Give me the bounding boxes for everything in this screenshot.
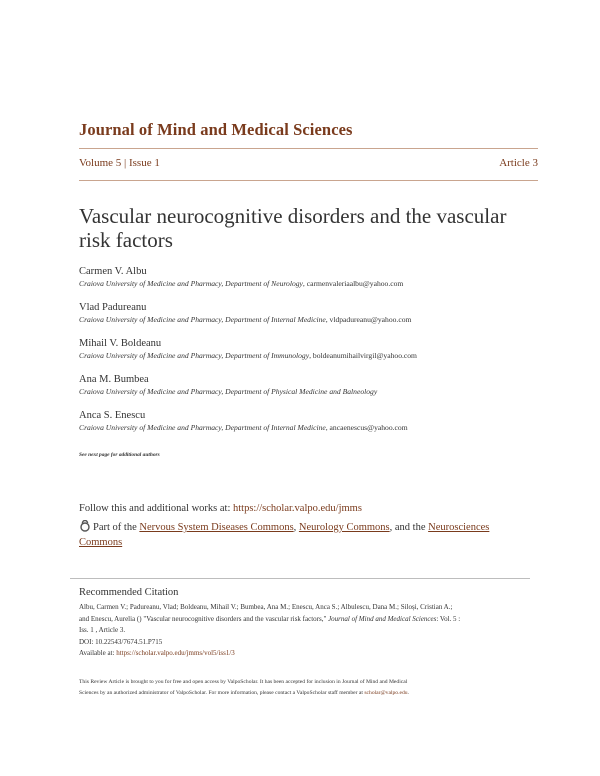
author-affiliation: Craiova University of Medicine and Pharmacy, Department of Internal Medicine, ancaenescus@yahoo.com (79, 423, 408, 432)
author-entry (79, 373, 549, 397)
author-email: ancaenescus@yahoo.com (329, 423, 408, 432)
part-of-prefix: Part of the (93, 522, 140, 533)
author-institution: Craiova University of Medicine and Pharmacy, Department of Internal Medicine (79, 423, 326, 432)
author-institution: Craiova University of Medicine and Pharmacy, Department of Immunology (79, 351, 310, 360)
citation-journal: Journal of Mind and Medical Sciences (328, 614, 437, 623)
author-name: Anca S. Enescu (79, 410, 146, 421)
footer-note (79, 677, 534, 699)
recommended-citation (79, 602, 539, 660)
author-institution: Craiova University of Medicine and Pharmacy, Department of Internal Medicine (79, 315, 326, 324)
citation-line2-pre: and Enescu, Aurelia () "Vascular neurocognitive disorders and the vascular risk factors," (79, 614, 329, 623)
citation-line: Albu, Carmen V.; Padureanu, Vlad; Boldeanu, Mihail V.; Bumbea, Ana M.; Enescu, Anca S.; Albulescu, Dana M.; Siloși, Cristian A.; (79, 603, 453, 611)
author-entry (79, 301, 549, 325)
neurosciences-commons-link[interactable]: Neurosciences (428, 522, 490, 533)
citation-rule (70, 578, 530, 579)
author-email: boldeanumihailvirgil@yahoo.com (312, 351, 417, 360)
part-of-separator: , and the (389, 522, 429, 533)
author-name: Vlad Padureanu (79, 302, 147, 313)
paper-title: Vascular neurocognitive disorders and the vascular risk factors (79, 204, 507, 252)
author-institution: Craiova University of Medicine and Pharmacy, Department of Neurology (79, 279, 303, 288)
open-access-icon (79, 520, 91, 532)
contact-email-link[interactable]: scholar@valpo.edu (364, 690, 408, 696)
additional-authors-link[interactable]: See next page for additional authors (79, 452, 160, 458)
citation-line: Iss. 1 , Article 3. (79, 626, 126, 634)
citation-line2-post: : Vol. 5 : (436, 614, 461, 623)
author-name: Carmen V. Albu (79, 266, 147, 277)
citation-line (79, 614, 539, 626)
footer-line: This Review Article is brought to you for free and open access by ValpoScholar. It has been accepted for inclusion in Journal of Mind and Medical (79, 679, 408, 685)
footer-line (79, 688, 534, 699)
citation-available (79, 648, 539, 660)
citation-doi: DOI: 10.22543/7674.51.P715 (79, 637, 163, 646)
neurology-commons-link[interactable]: Neurology Commons (298, 522, 390, 533)
author-name: Ana M. Bumbea (79, 374, 149, 385)
author-entry (79, 337, 549, 361)
author-name: Mihail V. Boldeanu (79, 338, 162, 349)
author-email: vldpadureanu@yahoo.com (329, 315, 412, 324)
volume-link[interactable]: Volume 5 (79, 157, 122, 169)
author-affiliation: Craiova University of Medicine and Pharmacy, Department of Neurology, carmenvaleriaalbu@yahoo.com (79, 279, 404, 288)
part-of-line (79, 520, 529, 550)
header-rule-bottom (79, 180, 538, 181)
nervous-system-diseases-commons-link[interactable]: Nervous System Diseases Commons (139, 522, 294, 533)
footer-line2-post: . (407, 690, 409, 696)
author-affiliation: Craiova University of Medicine and Pharmacy, Department of Internal Medicine, vldpadureanu@yahoo.com (79, 315, 412, 324)
volume-issue-line (79, 157, 160, 169)
author-entry (79, 265, 549, 289)
article-url-link[interactable]: https://scholar.valpo.edu/jmms/vol5/iss1/3 (116, 649, 235, 657)
follow-url-link[interactable]: https://scholar.valpo.edu/jmms (233, 503, 362, 514)
author-institution: Craiova University of Medicine and Pharmacy, Department of Physical Medicine and Balneology (79, 387, 378, 396)
recommended-citation-heading: Recommended Citation (79, 587, 179, 598)
neurosciences-commons-link-cont[interactable]: Commons (79, 537, 123, 548)
author-list (79, 265, 549, 445)
author-affiliation: Craiova University of Medicine and Pharmacy, Department of Immunology, boldeanumihailvirgil@yahoo.com (79, 351, 417, 360)
volume-issue-separator: | (121, 157, 129, 169)
author-email: carmenvaleriaalbu@yahoo.com (306, 279, 404, 288)
footer-line2-pre: Sciences by an authorized administrator of ValpoScholar. For more information, please contact a ValpoScholar staff member at (79, 690, 365, 696)
article-number: Article 3 (499, 157, 538, 169)
part-of-separator: , (293, 522, 299, 533)
available-label: Available at: (79, 649, 117, 657)
journal-title[interactable]: Journal of Mind and Medical Sciences (79, 120, 353, 139)
author-affiliation (79, 386, 549, 397)
author-entry (79, 409, 549, 433)
follow-label: Follow this and additional works at: (79, 503, 233, 514)
follow-line (79, 503, 362, 514)
header-rule-top (79, 148, 538, 149)
issue-link[interactable]: Issue 1 (128, 157, 160, 169)
